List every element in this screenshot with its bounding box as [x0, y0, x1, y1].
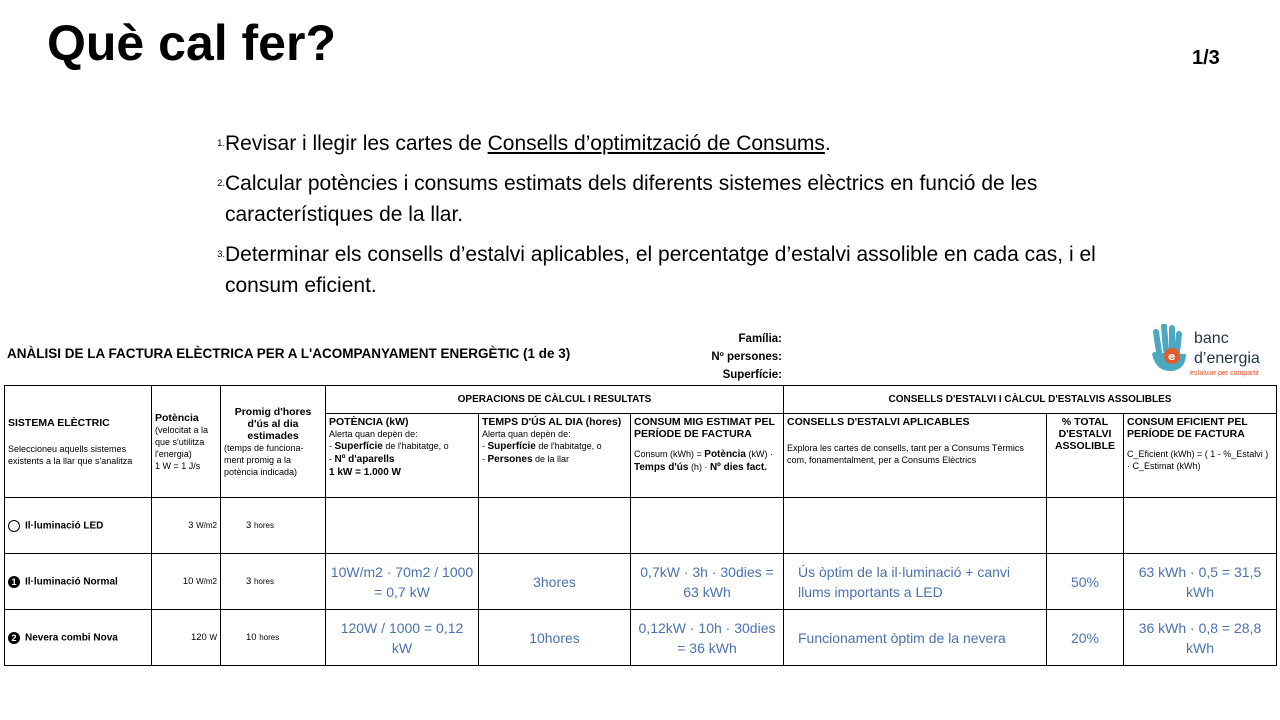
row-name: Nevera combi Nova: [25, 632, 118, 644]
col-eficient: CONSUM EFICIENT PEL PERÍODE DE FACTURA C_Eficient (kWh) = ( 1 - %_Estalvi ) · C_Estimat (kWh): [1124, 414, 1277, 498]
row-name: Il·luminació Normal: [25, 576, 118, 588]
col-pct: % TOTAL D'ESTALVI ASSOLIBLE: [1047, 414, 1124, 498]
step-number: 1.: [217, 138, 225, 149]
col-sistema: SISTEMA ELÈCTRIC Seleccioneu aquells sistemes existents a la llar que s'analitza: [5, 386, 152, 498]
hand-logo-icon: [1146, 324, 1192, 374]
group-operacions: OPERACIONS DE CÀLCUL I RESULTATS: [326, 386, 784, 414]
logo-line1: banc: [1194, 330, 1229, 347]
step-2: [188, 168, 1108, 230]
radio-empty-icon[interactable]: [8, 520, 20, 532]
step-number: 3.: [217, 249, 225, 260]
step-number: 2.: [217, 178, 225, 189]
household-meta: [640, 330, 782, 384]
col-potencia-kw: POTÈNCIA (kW) Alerta quan depèn de: - Superfície de l'habitatge, o - Nº d'aparells 1 kW = 1.000 W: [326, 414, 479, 498]
steps-list: [188, 128, 1108, 310]
slide-title: Què cal fer?: [47, 15, 336, 71]
table-row: Il·luminació LED 3 W/m2 3 hores: [5, 498, 1277, 554]
col-consells: CONSELLS D'ESTALVI APLICABLES Explora les cartes de consells, tant per a Consums Tèrmics com, fonamentalment, per a Consums Elèctrics: [784, 414, 1047, 498]
meta-familia: Família:: [738, 333, 782, 345]
svg-text:e: e: [1168, 350, 1176, 363]
logo-tagline: estalviar per compartir: [1190, 370, 1260, 377]
number-one-icon: 1: [8, 576, 20, 588]
step-text: Calcular potències i consums estimats dels diferents sistemes elèctrics en funció de les característiques de la llar.: [225, 172, 1038, 226]
energy-table: [4, 385, 1277, 666]
col-promig: Promig d'hores d'ús al dia estimades (temps de funciona-ment promig a la potència indicada): [221, 386, 326, 498]
col-temps: TEMPS D'ÚS AL DIA (hores) Alerta quan depèn de: - Superfície de l'habitatge, o - Persones de la llar: [479, 414, 631, 498]
row-name: Il·luminació LED: [25, 520, 104, 532]
table-row: 2 Nevera combi Nova 120 W 10 hores 120W / 1000 = 0,12 kW 10hores 0,12kW · 10h · 30dies = 36 kWh Funcionament òptim de la nevera 20% 36 kWh · 0,8 = 28,8 kWh: [5, 610, 1277, 666]
logo-line2: d’energia: [1194, 350, 1260, 367]
meta-superficie: Superfície:: [722, 369, 782, 381]
meta-persones: Nº persones:: [711, 351, 782, 363]
table-row: 1 Il·luminació Normal 10 W/m2 3 hores 10W/m2 · 70m2 / 1000 = 0,7 kW 3hores 0,7kW · 3h · 30dies = 63 kWh Ús òptim de la il·luminació + canvi llums importants a LED 50% 63 kWh · 0,5 = 31,5 kWh: [5, 554, 1277, 610]
banc-energia-logo: [1146, 324, 1271, 380]
group-consells: CONSELLS D'ESTALVI I CÀLCUL D'ESTALVIS ASSOLIBLES: [784, 386, 1277, 414]
number-two-icon: 2: [8, 632, 20, 644]
page-indicator: 1/3: [1192, 47, 1220, 69]
step-text: Determinar els consells d’estalvi aplicables, el percentatge d’estalvi assolible en cada cas, i el consum eficient.: [225, 243, 1096, 297]
consells-link[interactable]: Consells d’optimització de Consums: [487, 132, 825, 155]
col-potencia: Potència (velocitat a la que s'utilitza l'energia) 1 W = 1 J/s: [152, 386, 221, 498]
step-3: [188, 239, 1108, 301]
sheet-title: ANÀLISI DE LA FACTURA ELÈCTRICA PER A L'ACOMPANYAMENT ENERGÈTIC (1 de 3): [7, 346, 571, 361]
col-consum: CONSUM MIG ESTIMAT PEL PERÍODE DE FACTURA Consum (kWh) = Potència (kW) · Temps d'ús (h) · Nº dies fact.: [631, 414, 784, 498]
step-1: 1. Revisar i llegir les cartes de Consells d’optimització de Consums.: [188, 128, 1108, 159]
